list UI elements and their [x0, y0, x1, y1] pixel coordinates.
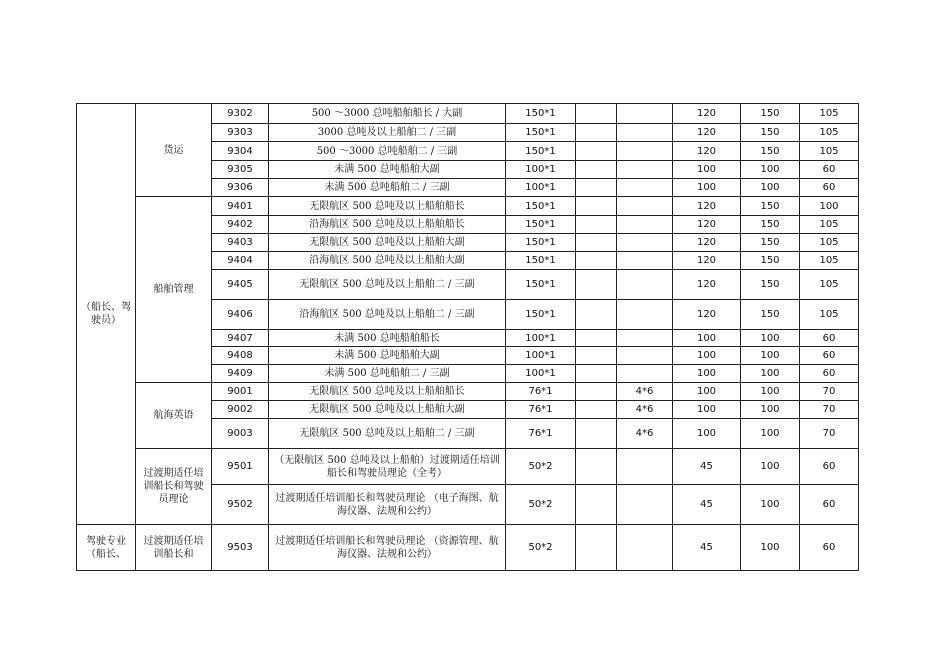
extra-cell: [576, 197, 617, 216]
code-cell: 9303: [212, 124, 269, 142]
table-row: [77, 449, 859, 485]
extra-cell: [576, 252, 617, 270]
code-cell: 9304: [212, 142, 269, 161]
extra-cell: [576, 124, 617, 142]
description-cell: 3000 总吨及以上船舶二 / 三副: [269, 124, 506, 142]
value-cell-2: 100: [741, 383, 800, 401]
hours-cell: 76*1: [506, 401, 576, 419]
hours-cell: 150*1: [506, 234, 576, 252]
practice-cell: [617, 216, 673, 234]
description-cell: 无限航区 500 总吨及以上船舶船长: [269, 383, 506, 401]
description-cell: 过渡期适任培训船长和驾驶员理论 （资源管理、航海仪器、法规和公约）: [269, 525, 506, 571]
value-cell-2: 100: [741, 161, 800, 179]
extra-cell: [576, 161, 617, 179]
description-cell: 无限航区 500 总吨及以上船舶大副: [269, 401, 506, 419]
code-cell: 9502: [212, 485, 269, 525]
value-cell-3: 70: [800, 401, 859, 419]
practice-cell: [617, 104, 673, 124]
practice-cell: [617, 365, 673, 383]
table-row: [77, 525, 859, 571]
value-cell-3: 70: [800, 419, 859, 449]
value-cell-3: 60: [800, 179, 859, 197]
value-cell-1: 120: [673, 300, 741, 330]
value-cell-1: 120: [673, 142, 741, 161]
value-cell-1: 100: [673, 419, 741, 449]
code-cell: 9305: [212, 161, 269, 179]
value-cell-1: 100: [673, 179, 741, 197]
hours-cell: 150*1: [506, 216, 576, 234]
extra-cell: [576, 234, 617, 252]
value-cell-3: 60: [800, 161, 859, 179]
description-cell: 未满 500 总吨船舶二 / 三副: [269, 365, 506, 383]
extra-cell: [576, 300, 617, 330]
description-cell: 500 ～3000 总吨船舶二 / 三副: [269, 142, 506, 161]
practice-cell: [617, 142, 673, 161]
practice-cell: [617, 270, 673, 300]
hours-cell: 150*1: [506, 270, 576, 300]
value-cell-3: 105: [800, 234, 859, 252]
code-cell: 9302: [212, 104, 269, 124]
code-cell: 9409: [212, 365, 269, 383]
hours-cell: 150*1: [506, 252, 576, 270]
value-cell-3: 105: [800, 142, 859, 161]
extra-cell: [576, 104, 617, 124]
value-cell-1: 120: [673, 104, 741, 124]
extra-cell: [576, 330, 617, 347]
subject-cell-ship-management: 船舶管理: [136, 197, 212, 383]
extra-cell: [576, 401, 617, 419]
code-cell: 9001: [212, 383, 269, 401]
description-cell: 沿海航区 500 总吨及以上船舶船长: [269, 216, 506, 234]
value-cell-2: 150: [741, 270, 800, 300]
practice-cell: 4*6: [617, 401, 673, 419]
code-cell: 9404: [212, 252, 269, 270]
hours-cell: 76*1: [506, 383, 576, 401]
hours-cell: 50*2: [506, 449, 576, 485]
code-cell: 9501: [212, 449, 269, 485]
value-cell-1: 45: [673, 485, 741, 525]
hours-cell: 50*2: [506, 525, 576, 571]
hours-cell: 150*1: [506, 142, 576, 161]
value-cell-2: 100: [741, 485, 800, 525]
value-cell-2: 100: [741, 347, 800, 365]
value-cell-1: 100: [673, 347, 741, 365]
value-cell-2: 150: [741, 234, 800, 252]
hours-cell: 100*1: [506, 365, 576, 383]
value-cell-2: 100: [741, 525, 800, 571]
practice-cell: [617, 300, 673, 330]
extra-cell: [576, 365, 617, 383]
code-cell: 9406: [212, 300, 269, 330]
value-cell-3: 60: [800, 330, 859, 347]
extra-cell: [576, 142, 617, 161]
hours-cell: 150*1: [506, 300, 576, 330]
hours-cell: 150*1: [506, 104, 576, 124]
practice-cell: [617, 179, 673, 197]
extra-cell: [576, 449, 617, 485]
value-cell-3: 60: [800, 449, 859, 485]
value-cell-3: 60: [800, 365, 859, 383]
practice-cell: [617, 525, 673, 571]
table-row: [77, 104, 859, 124]
practice-cell: [617, 197, 673, 216]
practice-cell: [617, 485, 673, 525]
value-cell-2: 150: [741, 252, 800, 270]
code-cell: 9401: [212, 197, 269, 216]
value-cell-1: 100: [673, 330, 741, 347]
group-cell-navigation-major: 驾驶专业（船长、: [77, 525, 136, 571]
hours-cell: 100*1: [506, 161, 576, 179]
practice-cell: [617, 330, 673, 347]
value-cell-2: 150: [741, 197, 800, 216]
value-cell-3: 105: [800, 300, 859, 330]
value-cell-1: 120: [673, 270, 741, 300]
value-cell-3: 60: [800, 525, 859, 571]
description-cell: 无限航区 500 总吨及以上船舶船长: [269, 197, 506, 216]
group-cell-captain-officer: （船长、驾驶员）: [77, 104, 136, 525]
value-cell-3: 60: [800, 347, 859, 365]
subject-cell-cargo: 货运: [136, 104, 212, 197]
description-cell: （无限航区 500 总吨及以上船舶）过渡期适任培训船长和驾驶员理论（全考）: [269, 449, 506, 485]
table-row: [77, 197, 859, 216]
extra-cell: [576, 525, 617, 571]
value-cell-2: 100: [741, 330, 800, 347]
hours-cell: 50*2: [506, 485, 576, 525]
hours-cell: 150*1: [506, 197, 576, 216]
code-cell: 9503: [212, 525, 269, 571]
value-cell-2: 150: [741, 300, 800, 330]
value-cell-3: 105: [800, 216, 859, 234]
description-cell: 无限航区 500 总吨及以上船舶二 / 三副: [269, 419, 506, 449]
value-cell-3: 105: [800, 252, 859, 270]
code-cell: 9306: [212, 179, 269, 197]
practice-cell: [617, 252, 673, 270]
value-cell-1: 120: [673, 234, 741, 252]
value-cell-2: 100: [741, 365, 800, 383]
value-cell-3: 105: [800, 124, 859, 142]
hours-cell: 150*1: [506, 124, 576, 142]
description-cell: 未满 500 总吨船舶船长: [269, 330, 506, 347]
value-cell-1: 100: [673, 161, 741, 179]
description-cell: 无限航区 500 总吨及以上船舶二 / 三副: [269, 270, 506, 300]
practice-cell: [617, 161, 673, 179]
hours-cell: 100*1: [506, 347, 576, 365]
value-cell-1: 100: [673, 401, 741, 419]
value-cell-1: 120: [673, 197, 741, 216]
description-cell: 未满 500 总吨船舶二 / 三副: [269, 179, 506, 197]
fee-table: [76, 103, 859, 571]
description-cell: 沿海航区 500 总吨及以上船舶二 / 三副: [269, 300, 506, 330]
practice-cell: 4*6: [617, 419, 673, 449]
hours-cell: 100*1: [506, 330, 576, 347]
code-cell: 9402: [212, 216, 269, 234]
value-cell-1: 100: [673, 383, 741, 401]
value-cell-3: 105: [800, 270, 859, 300]
value-cell-1: 45: [673, 525, 741, 571]
value-cell-3: 105: [800, 104, 859, 124]
subject-cell-transition-training: 过渡期适任培训船长和驾驶员理论: [136, 449, 212, 525]
extra-cell: [576, 485, 617, 525]
practice-cell: [617, 234, 673, 252]
extra-cell: [576, 383, 617, 401]
value-cell-1: 45: [673, 449, 741, 485]
code-cell: 9003: [212, 419, 269, 449]
extra-cell: [576, 419, 617, 449]
code-cell: 9002: [212, 401, 269, 419]
value-cell-2: 150: [741, 142, 800, 161]
value-cell-2: 150: [741, 124, 800, 142]
value-cell-1: 120: [673, 124, 741, 142]
value-cell-1: 100: [673, 365, 741, 383]
description-cell: 沿海航区 500 总吨及以上船舶大副: [269, 252, 506, 270]
subject-cell-transition-training-2: 过渡期适任培训船长和: [136, 525, 212, 571]
extra-cell: [576, 270, 617, 300]
practice-cell: [617, 347, 673, 365]
value-cell-1: 120: [673, 252, 741, 270]
value-cell-1: 120: [673, 216, 741, 234]
practice-cell: [617, 449, 673, 485]
table-row: [77, 383, 859, 401]
value-cell-3: 70: [800, 383, 859, 401]
hours-cell: 100*1: [506, 179, 576, 197]
value-cell-2: 100: [741, 419, 800, 449]
subject-cell-maritime-english: 航海英语: [136, 383, 212, 449]
description-cell: 无限航区 500 总吨及以上船舶大副: [269, 234, 506, 252]
hours-cell: 76*1: [506, 419, 576, 449]
description-cell: 过渡期适任培训船长和驾驶员理论 （电子海图、航海仪器、法规和公约）: [269, 485, 506, 525]
practice-cell: 4*6: [617, 383, 673, 401]
extra-cell: [576, 179, 617, 197]
value-cell-3: 60: [800, 485, 859, 525]
extra-cell: [576, 216, 617, 234]
value-cell-3: 100: [800, 197, 859, 216]
description-cell: 500 ～3000 总吨船舶船长 / 大副: [269, 104, 506, 124]
code-cell: 9403: [212, 234, 269, 252]
value-cell-2: 100: [741, 179, 800, 197]
extra-cell: [576, 347, 617, 365]
value-cell-2: 150: [741, 216, 800, 234]
practice-cell: [617, 124, 673, 142]
value-cell-2: 100: [741, 449, 800, 485]
description-cell: 未满 500 总吨船舶大副: [269, 161, 506, 179]
value-cell-2: 150: [741, 104, 800, 124]
table-body: [77, 104, 859, 571]
code-cell: 9405: [212, 270, 269, 300]
code-cell: 9407: [212, 330, 269, 347]
value-cell-2: 100: [741, 401, 800, 419]
code-cell: 9408: [212, 347, 269, 365]
description-cell: 未满 500 总吨船舶大副: [269, 347, 506, 365]
